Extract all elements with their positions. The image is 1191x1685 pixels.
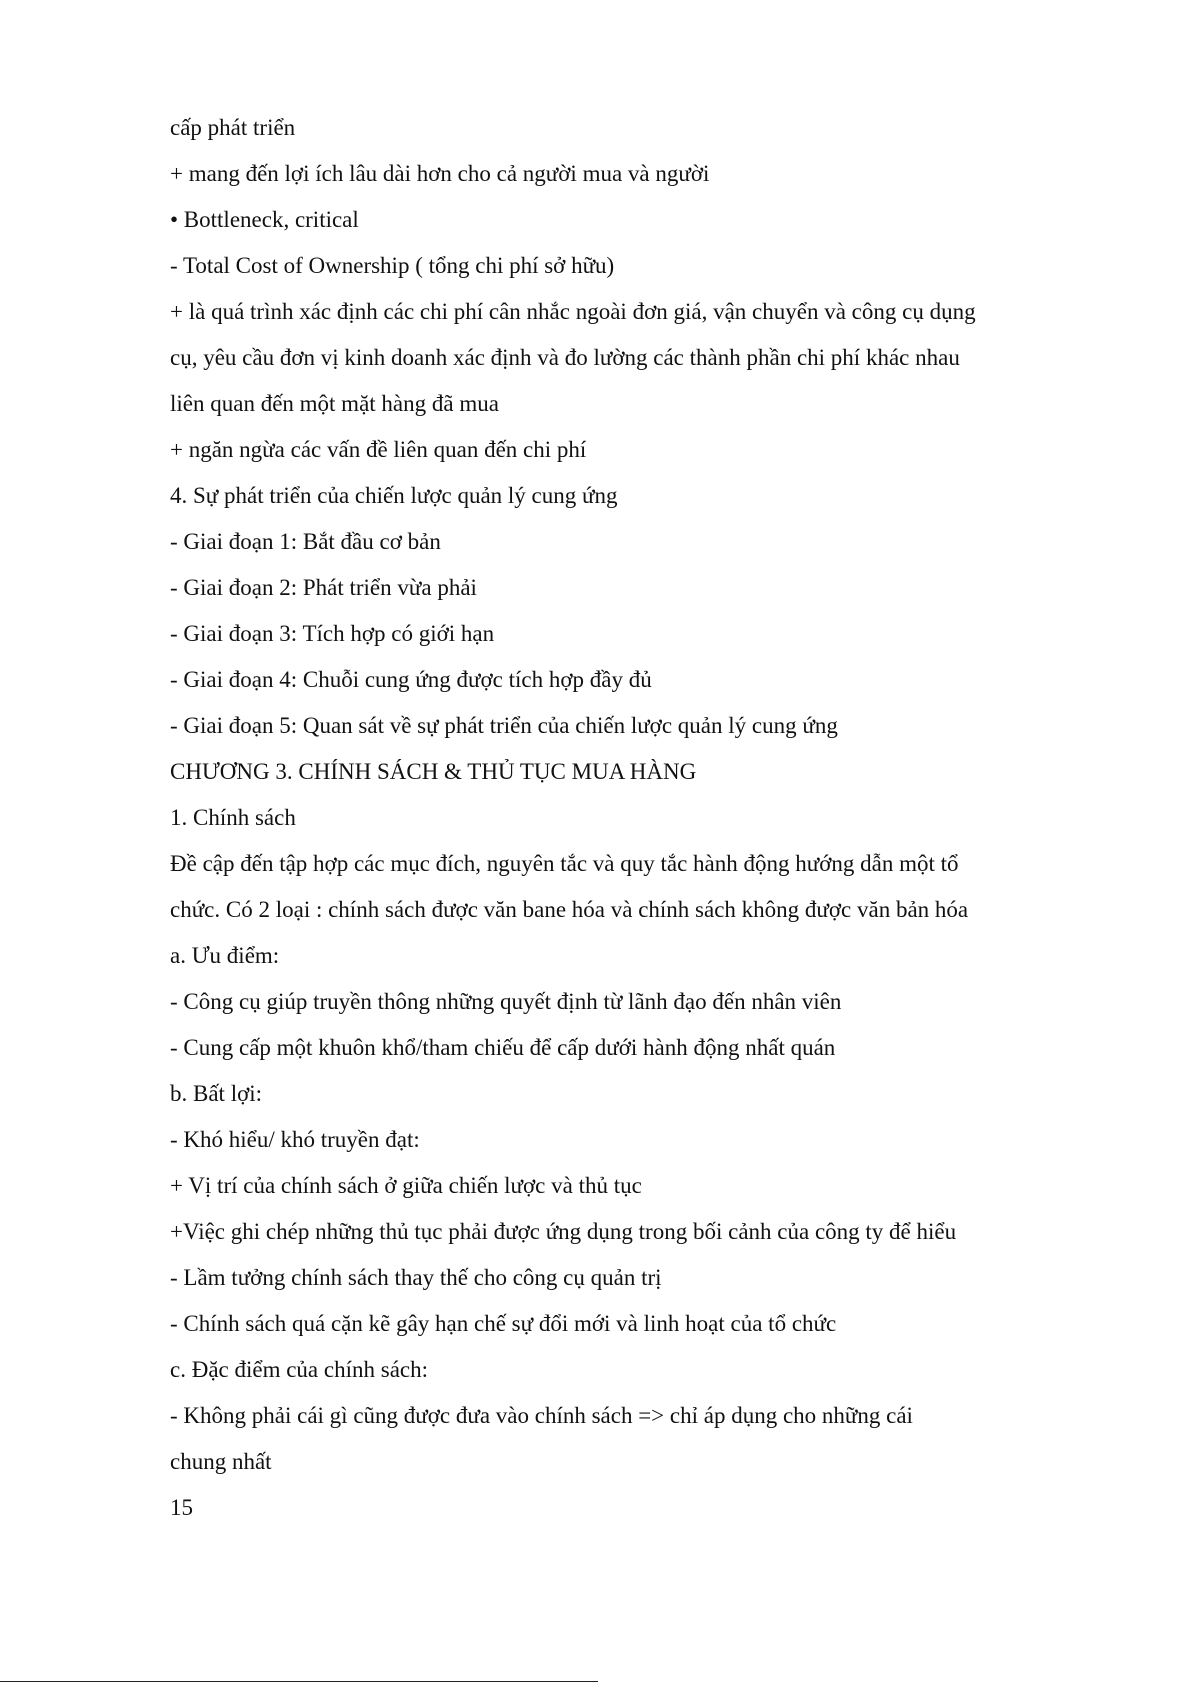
text-line: - Lầm tưởng chính sách thay thế cho công cụ quản trị (170, 1265, 662, 1290)
section-heading: 1. Chính sách (170, 805, 296, 830)
text-line: - Giai đoạn 4: Chuỗi cung ứng được tích hợp đầy đủ (170, 667, 652, 692)
text-line: - Công cụ giúp truyền thông những quyết định từ lãnh đạo đến nhân viên (170, 989, 842, 1014)
text-line: chức. Có 2 loại : chính sách được văn bane hóa và chính sách không được văn bản hóa (170, 897, 969, 922)
text-line: Đề cập đến tập hợp các mục đích, nguyên tắc và quy tắc hành động hướng dẫn một tổ (170, 851, 959, 876)
text-line: - Giai đoạn 1: Bắt đầu cơ bản (170, 529, 441, 554)
text-line: - Giai đoạn 5: Quan sát về sự phát triển của chiến lược quản lý cung ứng (170, 713, 838, 738)
subsection-heading: c. Đặc điểm của chính sách: (170, 1357, 428, 1382)
text-line: - Giai đoạn 3: Tích hợp có giới hạn (170, 621, 495, 646)
text-line: - Chính sách quá cặn kẽ gây hạn chế sự đổi mới và linh hoạt của tổ chức (170, 1311, 837, 1336)
text-line: - Cung cấp một khuôn khổ/tham chiếu để cấp dưới hành động nhất quán (170, 1035, 836, 1060)
bullet-line: • Bottleneck, critical (170, 207, 359, 232)
footer-divider (0, 1681, 598, 1682)
text-line: cấp phát triển (170, 115, 296, 140)
text-line: liên quan đến một mặt hàng đã mua (170, 391, 499, 416)
text-line: + là quá trình xác định các chi phí cân nhắc ngoài đơn giá, vận chuyển và công cụ dụng (170, 299, 976, 324)
chapter-heading: CHƯƠNG 3. CHÍNH SÁCH & THỦ TỤC MUA HÀNG (170, 759, 697, 784)
text-line: - Khó hiểu/ khó truyền đạt: (170, 1127, 420, 1152)
section-heading: 4. Sự phát triển của chiến lược quản lý cung ứng (170, 483, 618, 508)
text-line: - Không phải cái gì cũng được đưa vào chính sách => chỉ áp dụng cho những cái (170, 1403, 913, 1428)
text-line: + mang đến lợi ích lâu dài hơn cho cả người mua và người (170, 161, 710, 186)
text-line: +Việc ghi chép những thủ tục phải được ứng dụng trong bối cảnh của công ty để hiểu (170, 1219, 957, 1244)
text-line: + Vị trí của chính sách ở giữa chiến lược và thủ tục (170, 1173, 642, 1198)
text-line: + ngăn ngừa các vấn đề liên quan đến chi phí (170, 437, 587, 462)
text-line: cụ, yêu cầu đơn vị kinh doanh xác định và đo lường các thành phần chi phí khác nhau (170, 345, 960, 370)
subsection-heading: b. Bất lợi: (170, 1081, 263, 1106)
text-line: - Total Cost of Ownership ( tổng chi phí sở hữu) (170, 253, 615, 278)
text-line: chung nhất (170, 1449, 272, 1474)
text-line: - Giai đoạn 2: Phát triển vừa phải (170, 575, 477, 600)
subsection-heading: a. Ưu điểm: (170, 943, 280, 968)
page-number: 15 (170, 1495, 193, 1520)
